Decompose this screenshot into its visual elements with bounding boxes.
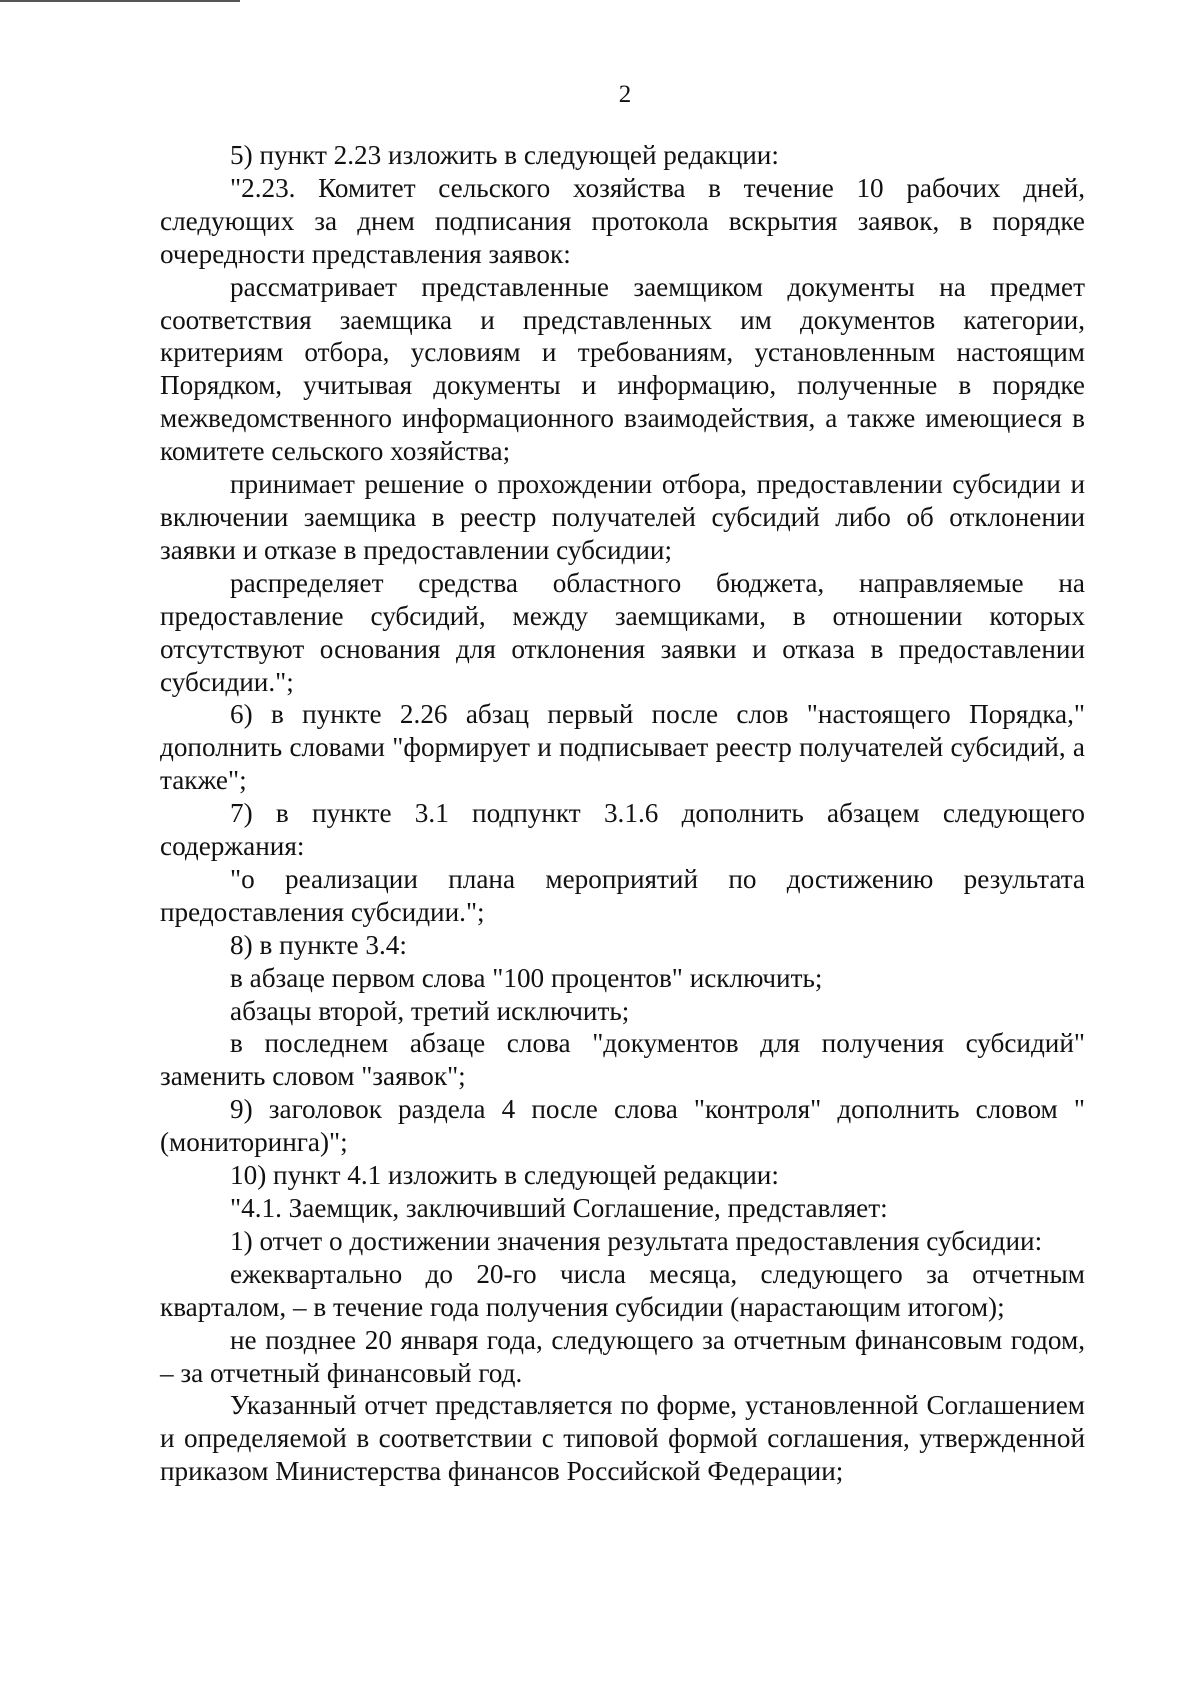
paragraph-decision: принимает решение о прохождении отбора, предоставлении субсидии и включении заемщика в реестр получателей субсидий либо об отклонении заявки и отказе в предоставлении субсидии; — [160, 469, 1085, 565]
paragraph-report-result: 1) отчет о достижении значения результата предоставления субсидии: — [230, 1225, 1043, 1256]
document-body — [160, 139, 1085, 1488]
paragraph-item-10: 10) пункт 4.1 изложить в следующей редакции: — [230, 1160, 779, 1191]
paragraph-item-7: 7) в пункте 3.1 подпункт 3.1.6 дополнить абзацем следующего содержания: — [160, 798, 1085, 862]
paragraph-last-abzac: в последнем абзаце слова "документов для получения субсидий" заменить словом "заявок"; — [160, 1028, 1085, 1092]
paragraph-clause-2-23: "2.23. Комитет сельского хозяйства в течение 10 рабочих дней, следующих за днем подписания протокола вскрытия заявок, в порядке очередности представления заявок: — [160, 172, 1085, 269]
paragraph-item-5: 5) пункт 2.23 изложить в следующей редакции: — [230, 140, 779, 170]
paragraph-report-form: Указанный отчет представляется по форме, установленной Соглашением и определяемой в соответствии с типовой формой соглашения, утвержденной приказом Министерства финансов Российской Федерации; — [160, 1390, 1085, 1487]
paragraph-first-abzac: в абзаце первом слова "100 процентов" исключить; — [230, 962, 823, 993]
paragraph-quarterly: ежеквартально до 20-го числа месяца, следующего за отчетным кварталом, – в течение года получения субсидии (нарастающим итогом); — [160, 1258, 1085, 1322]
paragraph-item-6: 6) в пункте 2.26 абзац первый после слов "настоящего Порядка," дополнить словами "формирует и подписывает реестр получателей субсидий, а также"; — [160, 699, 1085, 796]
scan-edge-line — [0, 0, 240, 2]
paragraph-second-third-abzac: абзацы второй, третий исключить; — [230, 995, 630, 1026]
page-number: 2 — [618, 81, 632, 108]
paragraph-annual: не позднее 20 января года, следующего за отчетным финансовым годом, – за отчетный финансовый год. — [160, 1324, 1085, 1388]
paragraph-item-9: 9) заголовок раздела 4 после слова "контроля" дополнить словом "(мониторинга)"; — [160, 1094, 1085, 1158]
paragraph-distribution: распределяет средства областного бюджета, направляемые на предоставление субсидий, между заемщиками, в отношении которых отсутствуют основания для отклонения заявки и отказа в предоставлении субсидии."; — [160, 567, 1085, 697]
paragraph-review-documents: рассматривает представленные заемщиком документы на предмет соответствия заемщика и представленных им документов категории, критериям отбора, условиям и требованиям, установленным настоящим Порядком, учитывая документы и информацию, полученные в порядке межведомственного информационного взаимодействия, а также имеющиеся в комитете сельского хозяйства; — [160, 271, 1085, 467]
paragraph-clause-4-1: "4.1. Заемщик, заключивший Соглашение, представляет: — [230, 1193, 888, 1223]
paragraph-item-8: 8) в пункте 3.4: — [230, 929, 407, 960]
paragraph-plan-implementation: "о реализации плана мероприятий по достижению результата предоставления субсидии."; — [160, 863, 1085, 927]
